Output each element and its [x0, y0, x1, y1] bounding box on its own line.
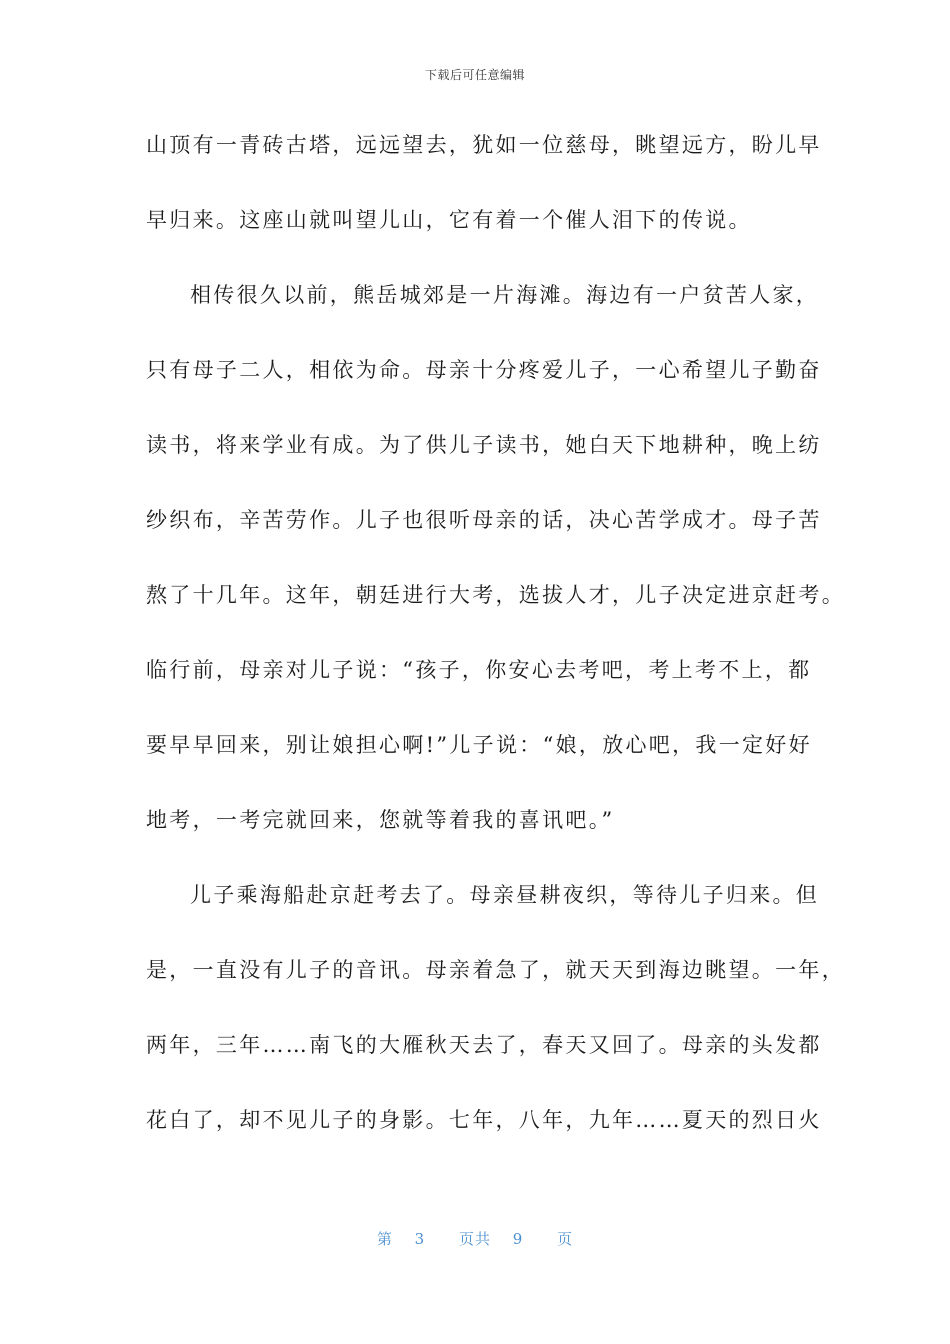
text-line: 花白了，却不见儿子的身影。七年，八年，九年……夏天的烈日火 [146, 1108, 822, 1132]
page-footer [0, 1228, 950, 1249]
text-line: 纱织布，辛苦劳作。儿子也很听母亲的话，决心苦学成才。母子苦 [146, 508, 822, 532]
text-line: 早归来。这座山就叫望儿山，它有着一个催人泪下的传说。 [146, 208, 752, 232]
text-line: 熬了十几年。这年，朝廷进行大考，选拔人才，儿子决定进京赶考。 [146, 583, 845, 607]
paragraph-start-line: 相传很久以前，熊岳城郊是一片海滩。海边有一户贫苦人家， [190, 283, 820, 307]
footer-suffix: 页 [557, 1230, 574, 1248]
text-line: 临行前，母亲对儿子说：“孩子，你安心去考吧，考上考不上，都 [146, 658, 812, 682]
footer-prefix: 第 [376, 1230, 393, 1248]
total-pages-number: 9 [512, 1230, 524, 1248]
footer-middle: 页共 [458, 1230, 491, 1248]
text-line: 两年，三年……南飞的大雁秋天去了，春天又回了。母亲的头发都 [146, 1033, 822, 1057]
text-line: 要早早回来，别让娘担心啊!”儿子说：“娘，放心吧，我一定好好 [146, 733, 812, 757]
page-header: 下载后可任意编辑 [424, 68, 525, 82]
text-line: 地考，一考完就回来，您就等着我的喜讯吧。” [146, 808, 615, 832]
paragraph-start-line: 儿子乘海船赴京赶考去了。母亲昼耕夜织，等待儿子归来。但 [190, 883, 820, 907]
text-line: 只有母子二人，相依为命。母亲十分疼爱儿子，一心希望儿子勤奋 [146, 358, 822, 382]
text-line: 是，一直没有儿子的音讯。母亲着急了，就天天到海边眺望。一年， [146, 958, 845, 982]
text-line: 读书，将来学业有成。为了供儿子读书，她白天下地耕种，晚上纺 [146, 433, 822, 457]
current-page-number: 3 [414, 1230, 426, 1248]
text-line: 山顶有一青砖古塔，远远望去，犹如一位慈母，眺望远方，盼儿早 [146, 133, 822, 157]
document-body [146, 125, 845, 1175]
